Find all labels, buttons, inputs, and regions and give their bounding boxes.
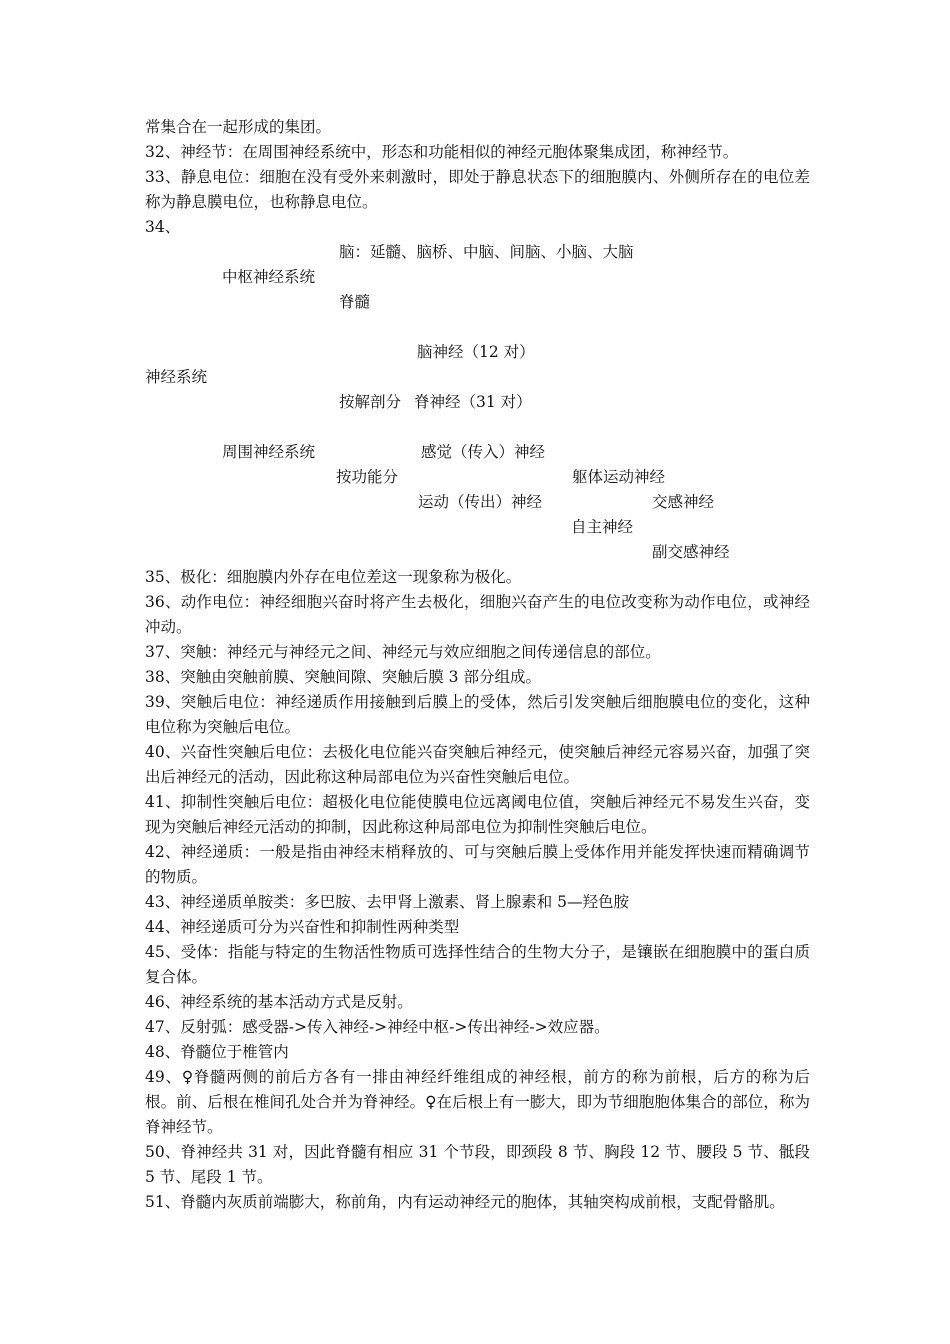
tree-cns: 中枢神经系统 bbox=[222, 268, 316, 286]
item-37: 37、突触：神经元与神经元之间、神经元与效应细胞之间传递信息的部位。 bbox=[145, 643, 661, 661]
item-46: 46、神经系统的基本活动方式是反射。 bbox=[145, 993, 413, 1011]
item-42: 42、神经递质：一般是指由神经末梢释放的、可与突触后膜上受体作用并能发挥快速而精确调节的物质。 bbox=[145, 843, 810, 886]
tree-sensory: 感觉（传入）神经 bbox=[421, 443, 546, 461]
item-41: 41、抑制性突触后电位：超极化电位能使膜电位远离阈电位值，突触后神经元不易发生兴奋，变现为突触后神经元活动的抑制，因此称这种局部电位为抑制性突触后电位。 bbox=[145, 793, 810, 836]
tree-somatic-motor: 躯体运动神经 bbox=[572, 468, 666, 486]
item-33: 33、静息电位：细胞在没有受外来刺激时，即处于静息状态下的细胞膜内、外侧所存在的电位差称为静息膜电位，也称静息电位。 bbox=[145, 168, 810, 211]
item-34-label: 34、 bbox=[145, 218, 181, 236]
items-text-block bbox=[145, 565, 810, 1215]
item-48: 48、脊髓位于椎管内 bbox=[145, 1043, 289, 1061]
tree-by-anatomy: 按解剖分 bbox=[339, 393, 402, 411]
tree-motor: 运动（传出）神经 bbox=[418, 493, 543, 511]
item-50: 50、脊神经共 31 对，因此脊髓有相应 31 个节段，即颈段 8 节、胸段 12 节、腰段 5 节、骶段 5 节、尾段 1 节。 bbox=[145, 1143, 810, 1186]
item-36: 36、动作电位：神经细胞兴奋时将产生去极化，细胞兴奋产生的电位改变称为动作电位，或神经冲动。 bbox=[145, 593, 810, 636]
item-47: 47、反射弧：感受器->传入神经->神经中枢->传出神经->效应器。 bbox=[145, 1018, 610, 1036]
item-32: 32、神经节：在周围神经系统中，形态和功能相似的神经元胞体聚集成团，称神经节。 bbox=[145, 143, 739, 161]
tree-sympathetic: 交感神经 bbox=[652, 493, 715, 511]
item-40: 40、兴奋性突触后电位：去极化电位能兴奋突触后神经元，使突触后神经元容易兴奋，加强了突出后神经元的活动，因此称这种局部电位为兴奋性突触后电位。 bbox=[145, 743, 810, 786]
item-39: 39、突触后电位：神经递质作用接触到后膜上的受体，然后引发突触后细胞膜电位的变化，这种电位称为突触后电位。 bbox=[145, 693, 810, 736]
item-49: 49、♀脊髓两侧的前后方各有一排由神经纤维组成的神经根，前方的称为前根，后方的称为后根。前、后根在椎间孔处合并为脊神经。♀在后根上有一膨大，即为节细胞胞体集合的部位，称为脊神经节。 bbox=[145, 1068, 810, 1136]
item-38: 38、突触由突触前膜、突触间隙、突触后膜 3 部分组成。 bbox=[145, 668, 541, 686]
item-43: 43、神经递质单胺类：多巴胺、去甲肾上激素、肾上腺素和 5—羟色胺 bbox=[145, 893, 630, 911]
item-45: 45、受体：指能与特定的生物活性物质可选择性结合的生物大分子，是镶嵌在细胞膜中的蛋白质复合体。 bbox=[145, 943, 810, 986]
paragraph-continuation: 常集合在一起形成的集团。 bbox=[145, 118, 332, 136]
tree-brain: 脑：延髓、脑桥、中脑、间脑、小脑、大脑 bbox=[339, 243, 634, 261]
item-44: 44、神经递质可分为兴奋性和抑制性两种类型 bbox=[145, 918, 460, 936]
tree-spinal-cord: 脊髓 bbox=[339, 293, 371, 311]
item-51: 51、脊髓内灰质前端膨大，称前角，内有运动神经元的胞体，其轴突构成前根，支配骨骼肌。 bbox=[145, 1193, 785, 1211]
tree-spinal-nerves: 脊神经（31 对） bbox=[414, 393, 532, 411]
tree-pns: 周围神经系统 bbox=[222, 443, 316, 461]
item-35: 35、极化：细胞膜内外存在电位差这一现象称为极化。 bbox=[145, 568, 522, 586]
tree-by-function: 按功能分 bbox=[336, 468, 399, 486]
tree-parasympathetic: 副交感神经 bbox=[652, 543, 730, 561]
tree-cranial-nerves: 脑神经（12 对） bbox=[417, 343, 535, 361]
tree-autonomic: 自主神经 bbox=[571, 518, 634, 536]
tree-nervous-system: 神经系统 bbox=[145, 368, 208, 386]
